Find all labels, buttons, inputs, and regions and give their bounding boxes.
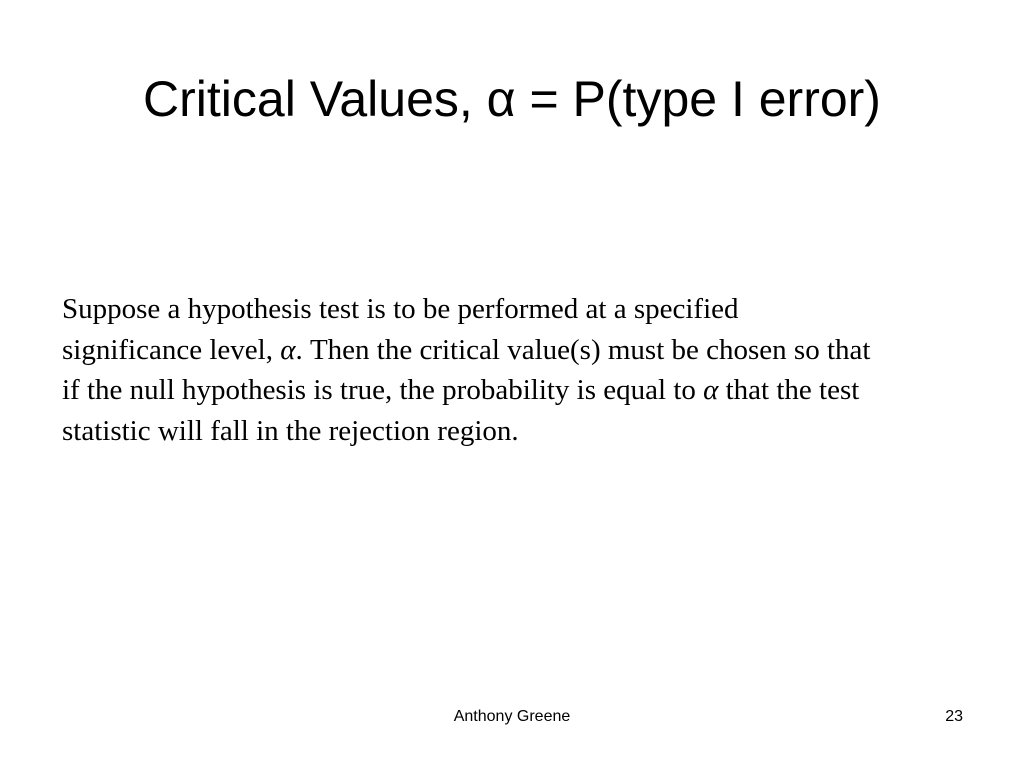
alpha-symbol: α bbox=[703, 374, 719, 406]
slide-number: 23 bbox=[945, 708, 963, 725]
slide-body-text bbox=[62, 289, 882, 451]
slide-title: Critical Values, α = P(type I error) bbox=[143, 71, 881, 127]
footer-author: Anthony Greene bbox=[453, 708, 571, 725]
body-text-part-1: Suppose a hypothesis test is to be performed at a specified significance level, bbox=[62, 293, 739, 366]
body-text-part-3: that the test statistic will fall in the rejection region. bbox=[62, 374, 860, 447]
alpha-symbol: α bbox=[280, 333, 296, 366]
body-text-part-2: . Then the critical value(s) must be chosen so that if the null hypothesis is true, the probability is equal to bbox=[62, 333, 871, 406]
